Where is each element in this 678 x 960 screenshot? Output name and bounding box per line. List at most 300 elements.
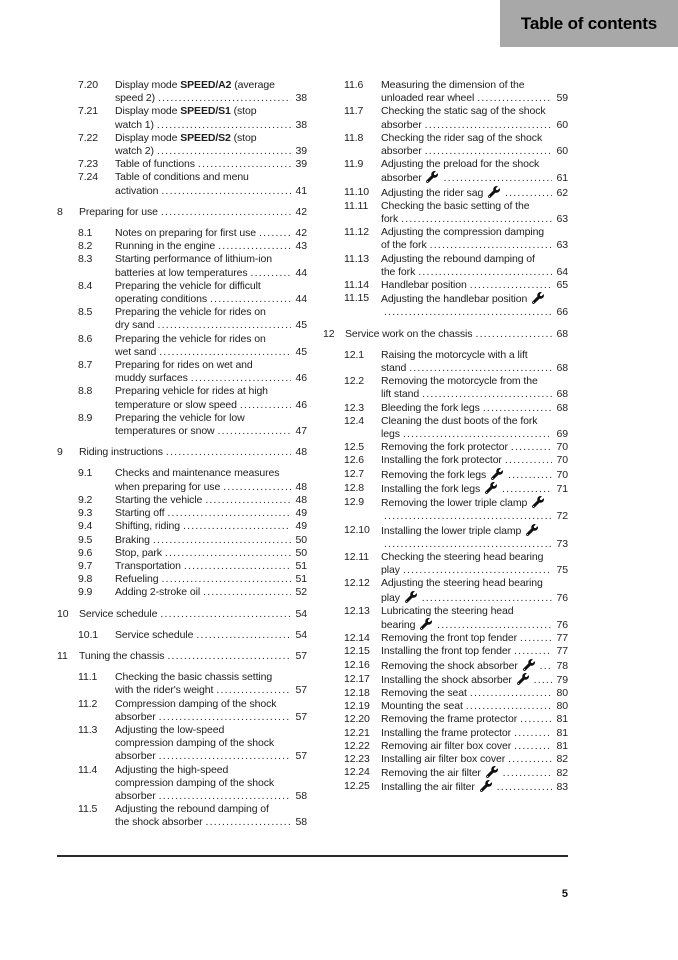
toc-entry-title: Service work on the chassis <box>345 327 473 340</box>
toc-entry-page: 68 <box>556 327 568 340</box>
toc-entry <box>57 671 307 697</box>
toc-column-1 <box>57 79 307 830</box>
toc-entry <box>323 375 568 401</box>
toc-entry <box>323 158 568 185</box>
dot-leader <box>475 328 552 341</box>
toc-entry <box>323 482 568 496</box>
toc-entry <box>57 507 307 520</box>
table-of-contents <box>57 79 568 830</box>
dot-leader <box>403 564 552 577</box>
toc-entry-title-line: Adjusting the rebound damping of <box>381 252 535 265</box>
toc-entry <box>323 740 568 753</box>
toc-entry-number: 11.8 <box>344 131 364 144</box>
toc-entry <box>57 494 307 507</box>
toc-entry-number: 12.21 <box>344 726 370 739</box>
toc-entry-title-line: Display mode SPEED/S2 (stop <box>115 131 257 144</box>
toc-entry-page: 68 <box>556 362 568 375</box>
dot-leader <box>520 632 552 645</box>
toc-entry-title-line: Preparing the vehicle for difficult <box>115 279 261 292</box>
dot-leader <box>196 629 291 642</box>
toc-entry-title: dry sand <box>115 319 155 332</box>
toc-entry-title: Removing air filter box cover <box>381 739 512 752</box>
toc-entry <box>323 496 568 523</box>
toc-entry-title-line: Display mode SPEED/A2 (average <box>115 79 275 91</box>
dot-leader <box>161 185 291 198</box>
toc-entry-number: 7.22 <box>78 131 99 144</box>
toc-entry-page: 72 <box>556 510 568 523</box>
toc-entry-title-line: compression damping of the shock <box>115 776 275 789</box>
toc-entry-page: 75 <box>556 564 568 577</box>
toc-entry-page: 70 <box>556 468 568 481</box>
wrench-icon <box>532 292 544 304</box>
toc-entry-number: 12.2 <box>344 375 365 388</box>
toc-entry-number: 12.12 <box>344 577 370 590</box>
toc-entry-page: 63 <box>556 213 568 226</box>
dot-leader <box>167 507 291 520</box>
toc-entry-title-line: Adjusting the handlebar position <box>381 292 568 306</box>
wrench-icon <box>485 482 497 494</box>
toc-entry-page: 61 <box>556 172 568 185</box>
toc-entry-title: when preparing for use <box>115 480 221 493</box>
toc-entry-number: 8.5 <box>78 306 93 319</box>
toc-entry-number: 8.1 <box>78 227 93 240</box>
toc-entry <box>323 226 568 252</box>
toc-entry-title-line: Adjusting the high-speed <box>115 763 229 776</box>
toc-entry <box>323 713 568 726</box>
dot-leader <box>218 425 291 438</box>
toc-entry-title: Refueling <box>115 573 159 586</box>
toc-entry-number: 7.23 <box>78 158 99 171</box>
toc-entry <box>323 551 568 577</box>
dot-leader <box>502 483 552 496</box>
toc-entry-page: 81 <box>556 713 568 726</box>
toc-entry-title: Installing the air filter <box>381 780 494 794</box>
toc-entry <box>323 105 568 131</box>
toc-entry-page: 69 <box>556 428 568 441</box>
toc-entry-title: the shock absorber <box>115 816 203 829</box>
toc-entry-page: 62 <box>556 186 568 199</box>
toc-entry-title: watch 2) <box>115 145 154 158</box>
footer-divider <box>57 855 568 857</box>
toc-entry-number: 12.16 <box>344 658 370 671</box>
toc-entry-number: 11.9 <box>344 158 364 171</box>
toc-entry-page: 63 <box>556 239 568 252</box>
toc-entry <box>323 468 568 482</box>
toc-entry <box>57 253 307 279</box>
toc-entry-title-line: Removing the motorcycle from the <box>381 375 538 388</box>
toc-entry <box>57 520 307 533</box>
toc-entry-number: 11.6 <box>344 79 364 91</box>
dot-leader <box>409 362 552 375</box>
toc-entry-number: 10 <box>57 607 69 620</box>
toc-entry-title-line: Measuring the dimension of the <box>381 79 525 91</box>
wrench-icon <box>491 468 503 480</box>
toc-entry-number: 11.11 <box>344 199 369 212</box>
toc-entry-title: Removing the fork protector <box>381 441 508 454</box>
toc-entry-title: Removing the fork legs <box>381 468 505 482</box>
toc-entry-number: 7.20 <box>78 79 99 91</box>
toc-entry-title: Starting off <box>115 507 165 520</box>
toc-entry-number: 11.1 <box>78 671 98 684</box>
toc-entry <box>57 206 307 219</box>
toc-entry <box>323 402 568 415</box>
toc-entry-page: 47 <box>295 425 307 438</box>
dot-leader <box>425 145 552 158</box>
toc-entry-page: 49 <box>295 520 307 533</box>
toc-entry-title: Removing the frame protector <box>381 713 518 726</box>
toc-entry-page: 39 <box>295 145 307 158</box>
dot-leader <box>477 92 552 105</box>
toc-entry-number: 9.3 <box>78 507 93 520</box>
toc-entry <box>323 328 568 341</box>
toc-entry-number: 9.5 <box>78 533 93 546</box>
toc-entry-page: 66 <box>556 306 568 319</box>
dot-leader <box>534 674 552 687</box>
toc-entry <box>57 240 307 253</box>
dot-leader <box>508 753 552 766</box>
toc-entry-title: speed 2) <box>115 92 156 105</box>
toc-entry <box>323 780 568 794</box>
toc-column-2 <box>323 79 568 830</box>
toc-entry-title-line: Preparing the vehicle for rides on <box>115 332 266 345</box>
toc-entry-title: Service schedule <box>79 607 158 620</box>
toc-entry-page: 82 <box>556 767 568 780</box>
toc-entry-number: 8.7 <box>78 359 93 372</box>
toc-entry-number: 8.3 <box>78 253 93 266</box>
toc-entry-page: 50 <box>295 546 307 559</box>
wrench-icon <box>517 673 529 685</box>
toc-entry-page: 83 <box>556 781 568 794</box>
toc-entry-page: 78 <box>556 659 568 672</box>
toc-entry-title-line: compression damping of the shock <box>115 737 275 750</box>
dot-leader <box>470 687 552 700</box>
toc-entry-number: 11.15 <box>344 292 369 305</box>
toc-entry-title: temperature or slow speed <box>115 398 237 411</box>
toc-entry-title-line: Checking the static sag of the shock <box>381 105 546 118</box>
toc-entry-title: Installing air filter box cover <box>381 752 506 765</box>
toc-entry-title: watch 1) <box>115 118 154 131</box>
toc-entry <box>57 467 307 493</box>
toc-entry <box>323 279 568 292</box>
toc-entry-page: 79 <box>556 673 568 686</box>
toc-entry <box>57 171 307 197</box>
dot-leader <box>508 469 552 482</box>
toc-entry-title: of the fork <box>381 239 427 252</box>
toc-entry-title-line: Raising the motorcycle with a lift <box>381 348 528 361</box>
wrench-icon <box>532 496 544 508</box>
toc-entry-number: 9.6 <box>78 546 93 559</box>
dot-leader <box>191 372 291 385</box>
toc-entry-page: 68 <box>556 388 568 401</box>
dot-leader <box>206 816 291 829</box>
toc-entry <box>57 412 307 438</box>
dot-leader <box>183 520 291 533</box>
toc-entry-number: 12.10 <box>344 523 370 536</box>
toc-entry-page: 49 <box>295 507 307 520</box>
toc-entry-page: 42 <box>295 227 307 240</box>
toc-entry-page: 81 <box>556 726 568 739</box>
toc-entry-title: absorber <box>381 118 422 131</box>
toc-entry <box>57 547 307 560</box>
toc-entry <box>323 524 568 551</box>
toc-entry <box>57 724 307 764</box>
dot-leader <box>203 586 291 599</box>
toc-entry <box>323 79 568 105</box>
toc-entry-number: 11.7 <box>344 105 364 118</box>
toc-entry-number: 12.7 <box>344 467 365 480</box>
toc-entry <box>57 608 307 621</box>
toc-entry-title-line: Adjusting the steering head bearing <box>381 577 543 590</box>
dot-leader <box>384 510 552 523</box>
dot-leader <box>514 645 552 658</box>
dot-leader <box>157 319 291 332</box>
toc-entry-page: 71 <box>556 482 568 495</box>
toc-entry-page: 46 <box>295 398 307 411</box>
dot-leader <box>418 266 552 279</box>
dot-leader <box>167 650 291 663</box>
toc-entry-page: 80 <box>556 700 568 713</box>
toc-entry-number: 9.9 <box>78 586 93 599</box>
toc-entry-number: 8.4 <box>78 279 93 292</box>
toc-entry-title: the fork <box>381 265 416 278</box>
dot-leader <box>216 684 291 697</box>
toc-entry-title-line: Preparing for rides on wet and <box>115 359 253 372</box>
toc-entry-number: 12.9 <box>344 496 365 509</box>
toc-entry-page: 57 <box>295 684 307 697</box>
dot-leader <box>422 592 552 605</box>
toc-entry-title: Removing the seat <box>381 686 467 699</box>
toc-entry-number: 12.20 <box>344 713 370 726</box>
dot-leader <box>218 240 291 253</box>
toc-entry-number: 8.9 <box>78 411 93 424</box>
dot-leader <box>505 454 552 467</box>
toc-entry-number: 12.8 <box>344 481 365 494</box>
toc-entry-number: 12.4 <box>344 414 365 427</box>
toc-entry-number: 11 <box>57 649 68 662</box>
toc-entry <box>57 359 307 385</box>
toc-entry-title-line: Adjusting the preload for the shock <box>381 158 540 171</box>
toc-entry-title: activation <box>115 184 159 197</box>
toc-entry-number: 8 <box>57 205 63 218</box>
toc-entry <box>323 645 568 658</box>
toc-entry-title: Running in the engine <box>115 240 216 253</box>
toc-entry-title: Stop, park <box>115 546 162 559</box>
toc-entry-title-line: Table of conditions and menu <box>115 171 249 184</box>
toc-entry-title: Handlebar position <box>381 279 467 292</box>
toc-entry-number: 11.2 <box>78 697 98 710</box>
dot-leader <box>470 279 552 292</box>
toc-entry-number: 10.1 <box>78 628 99 641</box>
toc-entry-page: 70 <box>556 454 568 467</box>
toc-entry-page: 50 <box>295 533 307 546</box>
toc-entry-title: Removing the air filter <box>381 766 500 780</box>
dot-leader <box>166 446 291 459</box>
toc-entry-number: 9.4 <box>78 520 93 533</box>
toc-entry-number: 12.13 <box>344 604 370 617</box>
toc-entry-number: 12.23 <box>344 752 370 765</box>
toc-entry-page: 57 <box>295 750 307 763</box>
toc-entry-title: absorber <box>115 750 156 763</box>
wrench-icon <box>420 618 432 630</box>
dot-leader <box>157 119 291 132</box>
wrench-icon <box>523 659 535 671</box>
toc-entry-title: Bleeding the fork legs <box>381 401 480 414</box>
toc-entry-number: 9.2 <box>78 493 93 506</box>
toc-entry <box>323 577 568 604</box>
toc-entry-title: Adding 2-stroke oil <box>115 586 201 599</box>
dot-leader <box>514 727 552 740</box>
toc-entry-number: 12.17 <box>344 672 370 685</box>
toc-entry-page: 38 <box>295 92 307 105</box>
toc-entry-number: 8.6 <box>78 332 93 345</box>
toc-entry-title: Starting the vehicle <box>115 493 203 506</box>
dot-leader <box>158 92 291 105</box>
toc-entry-title: Adjusting the rider sag <box>381 186 502 200</box>
toc-entry-title: absorber <box>115 710 156 723</box>
toc-entry <box>323 132 568 158</box>
toc-entry-number: 8.8 <box>78 385 93 398</box>
toc-entry-page: 57 <box>295 710 307 723</box>
toc-entry-number: 12 <box>323 327 335 340</box>
wrench-icon <box>426 171 438 183</box>
toc-entry-page: 58 <box>295 789 307 802</box>
toc-entry-title: Removing the front top fender <box>381 632 518 645</box>
toc-entry-title-line: Adjusting the rebound damping of <box>115 803 269 816</box>
dot-leader <box>514 740 552 753</box>
toc-entry-number: 11.4 <box>78 763 98 776</box>
wrench-icon <box>488 186 500 198</box>
dot-leader <box>540 660 552 673</box>
toc-entry-title-line: Starting performance of lithium-ion <box>115 253 272 266</box>
toc-entry-page: 41 <box>295 184 307 197</box>
toc-entry-number: 9 <box>57 446 63 459</box>
toc-entry-number: 7.24 <box>78 171 99 184</box>
toc-entry-page: 57 <box>295 649 307 662</box>
dot-leader <box>159 790 291 803</box>
toc-entry-title-line: Preparing vehicle for rides at high <box>115 385 268 398</box>
toc-entry-page: 81 <box>556 739 568 752</box>
dot-leader <box>384 538 552 551</box>
toc-entry-title-line: Preparing the vehicle for low <box>115 411 245 424</box>
toc-entry-title: absorber <box>381 145 422 158</box>
toc-entry-number: 12.25 <box>344 780 370 793</box>
toc-entry-page: 77 <box>556 632 568 645</box>
wrench-icon <box>526 524 538 536</box>
dot-leader <box>425 119 552 132</box>
toc-entry-number: 9.8 <box>78 573 93 586</box>
toc-entry <box>57 803 307 829</box>
toc-entry-title: bearing <box>381 618 434 632</box>
dot-leader <box>437 619 552 632</box>
dot-leader <box>160 608 291 621</box>
toc-entry-title: Notes on preparing for first use <box>115 227 256 240</box>
toc-entry-number: 12.24 <box>344 766 370 779</box>
toc-entry-title-line: Checks and maintenance measures <box>115 467 280 480</box>
toc-entry-title-line: Adjusting the low-speed <box>115 723 225 736</box>
toc-entry-title: muddy surfaces <box>115 372 188 385</box>
toc-entry <box>323 673 568 687</box>
toc-entry-title: lift stand <box>381 388 420 401</box>
toc-entry <box>57 79 307 105</box>
toc-entry <box>323 349 568 375</box>
toc-entry-number: 9.7 <box>78 559 93 572</box>
toc-entry-title: Service schedule <box>115 628 194 641</box>
toc-entry-page: 59 <box>556 92 568 105</box>
toc-entry-number: 12.3 <box>344 401 365 414</box>
dot-leader <box>159 750 291 763</box>
toc-entry-number: 12.19 <box>344 700 370 713</box>
toc-entry-title: play <box>381 564 400 577</box>
toc-entry <box>57 280 307 306</box>
dot-leader <box>205 494 291 507</box>
dot-leader <box>384 306 552 319</box>
dot-leader <box>251 267 292 280</box>
toc-entry-title-line: Display mode SPEED/S1 (stop <box>115 105 257 118</box>
toc-entry-page: 76 <box>556 591 568 604</box>
toc-entry-title: unloaded rear wheel <box>381 92 475 105</box>
toc-entry <box>57 105 307 131</box>
dot-leader <box>210 293 291 306</box>
toc-entry-title-line: Checking the rider sag of the shock <box>381 131 543 144</box>
toc-entry-title: Installing the fork protector <box>381 454 502 467</box>
toc-entry <box>57 698 307 724</box>
toc-entry <box>57 158 307 171</box>
toc-entry-number: 7.21 <box>78 105 99 118</box>
toc-entry <box>323 253 568 279</box>
toc-entry <box>323 605 568 632</box>
toc-entry <box>57 560 307 573</box>
dot-leader <box>483 402 552 415</box>
toc-entry-title: Installing the frame protector <box>381 726 512 739</box>
toc-entry <box>323 415 568 441</box>
toc-entry <box>57 227 307 240</box>
toc-entry-number: 11.13 <box>344 252 369 265</box>
toc-entry <box>323 753 568 766</box>
toc-entry-title-line: Cleaning the dust boots of the fork <box>381 414 538 427</box>
toc-entry-number: 12.22 <box>344 739 370 752</box>
toc-entry <box>323 292 568 319</box>
toc-entry <box>57 629 307 642</box>
toc-entry-title: Removing the shock absorber <box>381 659 537 673</box>
toc-entry-title: stand <box>381 362 407 375</box>
toc-entry-title: Tuning the chassis <box>79 649 165 662</box>
dot-leader <box>259 227 291 240</box>
toc-entry-title: operating conditions <box>115 293 207 306</box>
dot-leader <box>466 700 552 713</box>
toc-entry-title-line: Checking the steering head bearing <box>381 550 544 563</box>
toc-entry-number: 12.18 <box>344 686 370 699</box>
toc-entry <box>323 186 568 200</box>
toc-entry <box>323 766 568 780</box>
toc-entry <box>323 200 568 226</box>
toc-entry-title-line: Compression damping of the shock <box>115 697 277 710</box>
dot-leader <box>153 534 291 547</box>
toc-entry-number: 12.5 <box>344 441 365 454</box>
toc-entry-page: 51 <box>295 559 307 572</box>
dot-leader <box>184 560 291 573</box>
toc-entry-page: 76 <box>556 618 568 631</box>
dot-leader <box>198 158 291 171</box>
toc-entry <box>57 132 307 158</box>
toc-entry-number: 11.5 <box>78 803 98 816</box>
toc-entry <box>57 573 307 586</box>
dot-leader <box>240 399 291 412</box>
toc-entry-page: 48 <box>295 480 307 493</box>
dot-leader <box>422 388 552 401</box>
dot-leader <box>159 346 291 359</box>
toc-entry-page: 39 <box>295 158 307 171</box>
toc-entry-page: 52 <box>295 586 307 599</box>
